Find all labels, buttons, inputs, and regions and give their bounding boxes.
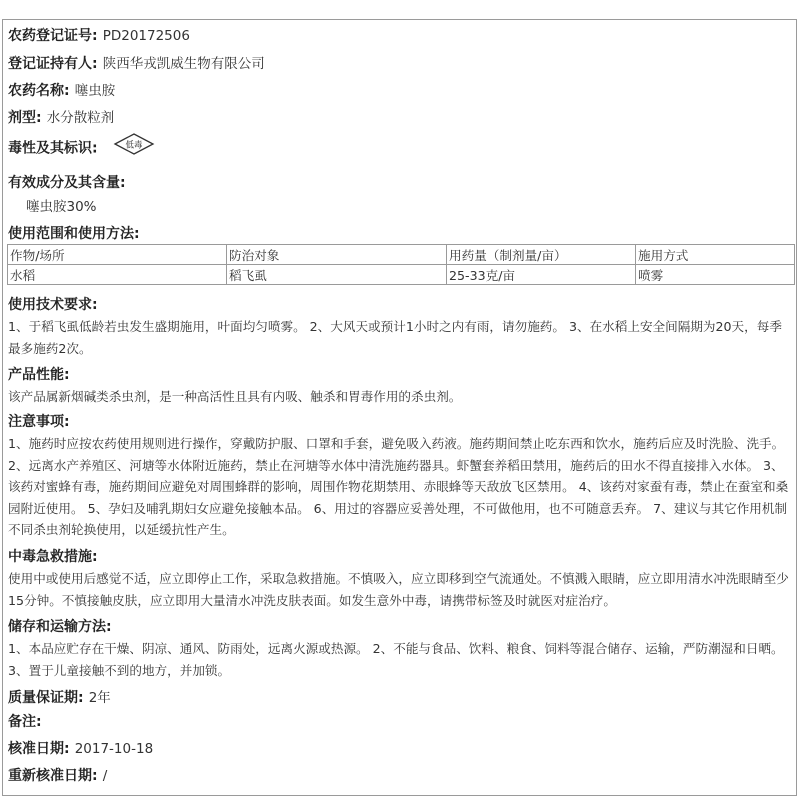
toxicity-icon-text: 低毒 — [125, 140, 143, 151]
caution-label: 注意事项: — [8, 414, 70, 430]
usage-cell-dosage: 25-33克/亩 — [447, 265, 636, 285]
first-aid-label: 中毒急救措施: — [8, 549, 98, 565]
approve-date-value: 2017-10-18 — [74, 741, 154, 757]
toxicity-label: 毒性及其标识: — [8, 140, 98, 157]
holder-value: 陕西华戎凯威生物有限公司 — [102, 56, 265, 72]
usage-table — [7, 244, 795, 285]
first-aid-label-row — [8, 546, 98, 566]
reapprove-date-value: / — [102, 768, 108, 784]
low-toxicity-diamond-icon — [113, 132, 155, 160]
ingredient-value: 噻虫胺30% — [26, 199, 97, 215]
reapprove-date-row — [8, 765, 107, 785]
table-row — [8, 265, 795, 285]
ingredient-label-row — [8, 172, 126, 192]
performance-label: 产品性能: — [8, 367, 70, 383]
shelf-life-label: 质量保证期: — [8, 690, 84, 706]
remark-label: 备注: — [8, 714, 42, 730]
caution-label-row — [8, 411, 70, 431]
tech-text: 1、于稻飞虱低龄若虫发生盛期施用，叶面均匀喷雾。 2、大风天或预计1小时之内有雨，请勿施药。 3、在水稻上安全间隔期为20天，每季最多施药2次。 — [8, 319, 782, 356]
name-row — [8, 79, 115, 100]
form-label: 剂型: — [8, 110, 42, 126]
usage-header-dosage: 用药量（制剂量/亩） — [447, 245, 636, 265]
tech-label: 使用技术要求: — [8, 297, 98, 313]
performance-label-row — [8, 364, 70, 384]
performance-text: 该产品属新烟碱类杀虫剂，是一种高活性且具有内吸、触杀和胃毒作用的杀虫剂。 — [8, 389, 462, 404]
tech-label-row — [8, 294, 98, 314]
usage-label-row — [8, 223, 140, 243]
reg-no-label: 农药登记证号: — [8, 28, 98, 44]
shelf-life-value: 2年 — [88, 690, 111, 706]
reg-no-value: PD20172506 — [102, 28, 190, 44]
approve-date-row — [8, 738, 153, 758]
storage-label-row — [8, 616, 112, 636]
usage-header-target: 防治对象 — [227, 245, 447, 265]
name-label: 农药名称: — [8, 83, 70, 99]
usage-cell-target: 稻飞虱 — [227, 265, 447, 285]
form-row — [8, 106, 114, 127]
approve-date-label: 核准日期: — [8, 741, 70, 757]
first-aid-text: 使用中或使用后感觉不适，应立即停止工作，采取急救措施。不慎吸入，应立即移到空气流通处。不慎溅入眼睛，应立即用清水冲洗眼睛至少15分钟。不慎接触皮肤，应立即用大量清水冲洗皮肤表面。如发生意外中毒，请携带标签及时就医对症治疗。 — [8, 571, 789, 608]
usage-header-crop: 作物/场所 — [8, 245, 227, 265]
remark-row — [8, 711, 42, 731]
storage-text: 1、本品应贮存在干燥、阴凉、通风、防雨处，远离火源或热源。 2、不能与食品、饮料、粮食、饲料等混合储存、运输，严防潮湿和日晒。 3、置于儿童接触不到的地方，并加锁。 — [8, 641, 784, 678]
ingredient-value-row — [26, 195, 97, 215]
toxicity-row — [8, 134, 155, 162]
name-value: 噻虫胺 — [74, 83, 116, 99]
holder-row — [8, 52, 265, 73]
caution-text: 1、施药时应按农药使用规则进行操作，穿戴防护服、口罩和手套，避免吸入药液。施药期间禁止吃东西和饮水，施药后应及时洗脸、洗手。 2、远离水产养殖区、河塘等水体附近施药，禁止在河塘等水体中清洗施药器具。虾蟹套养稻田禁用，施药后的田水不得直接排入水体。 3、该药对蜜蜂有毒，施药期间应避免对周围蜂群的影响，周围作物花期禁用、赤眼蜂等天敌放飞区禁用。 4、该药对家蚕有毒，禁止在蚕室和桑园附近使用。 5、孕妇及哺乳期妇女应避免接触本品。 6、用过的容器应妥善处理，不可做他用，也不可随意丢弃。 7、建议与其它作用机制不同杀虫剂轮换使用，以延缓抗性产生。 — [8, 436, 789, 537]
holder-label: 登记证持有人: — [8, 56, 98, 72]
usage-header-method: 施用方式 — [636, 245, 795, 265]
usage-cell-method: 喷雾 — [636, 265, 795, 285]
storage-label: 储存和运输方法: — [8, 619, 112, 635]
reg-no-row — [8, 25, 190, 45]
ingredient-label: 有效成分及其含量: — [8, 175, 126, 191]
usage-label: 使用范围和使用方法: — [8, 226, 140, 242]
reapprove-date-label: 重新核准日期: — [8, 768, 98, 784]
usage-cell-crop: 水稻 — [8, 265, 227, 285]
shelf-life-row — [8, 686, 111, 707]
form-value: 水分散粒剂 — [46, 110, 115, 126]
usage-table-header-row — [8, 245, 795, 265]
